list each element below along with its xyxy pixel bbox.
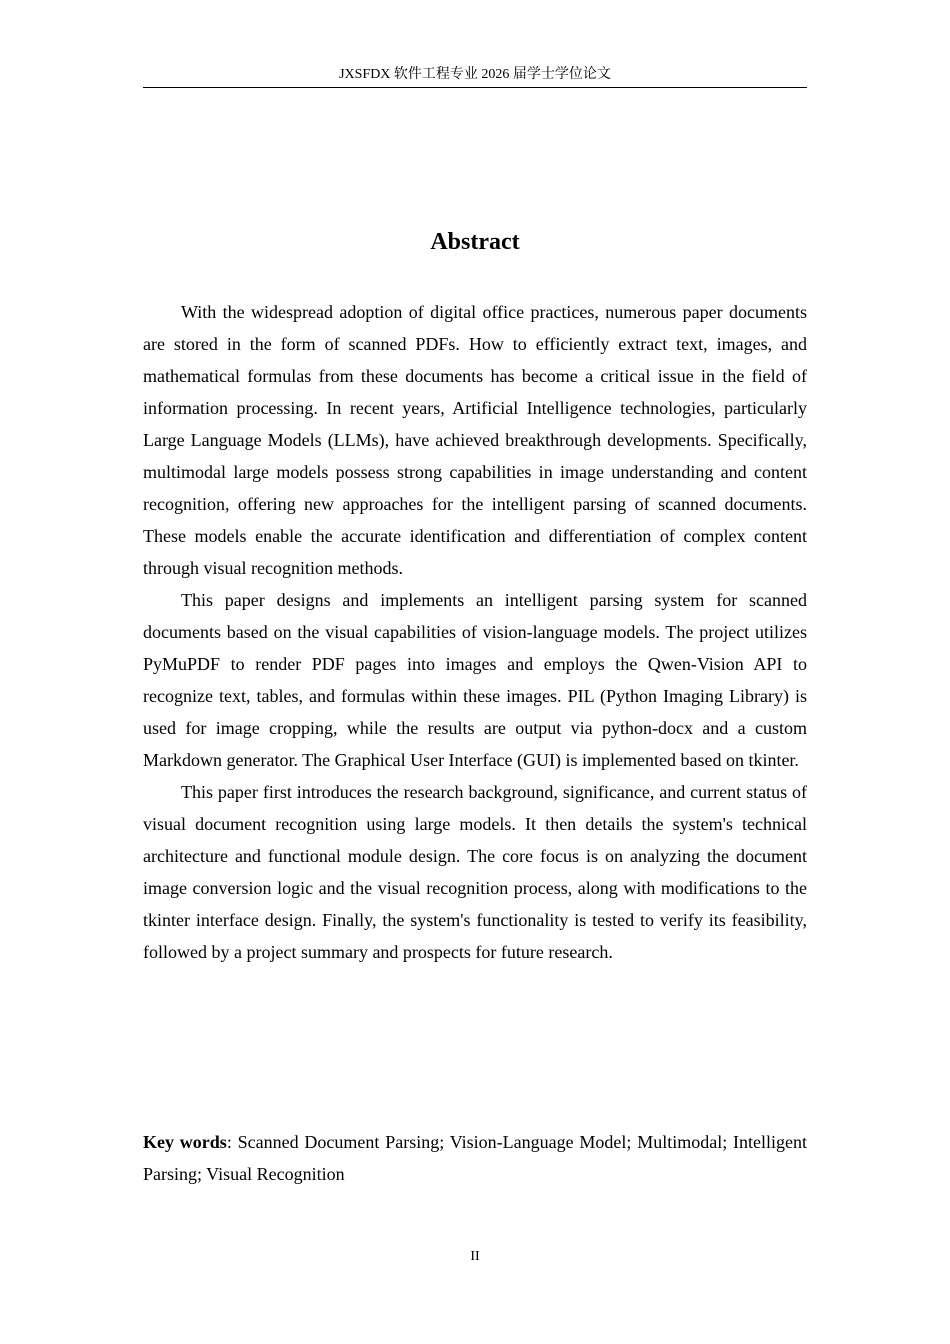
abstract-paragraph-2: This paper designs and implements an intelligent parsing system for scanned documents based on the visual capabilities of vision-language models. The project utilizes PyMuPDF to render PDF pages into images and employs the Qwen-Vision API to recognize text, tables, and formulas within these images. PIL (Python Imaging Library) is used for image cropping, while the results are output via python-docx and a custom Markdown generator. The Graphical User Interface (GUI) is implemented based on tkinter. [143,590,807,770]
abstract-paragraph-3: This paper first introduces the research background, significance, and current status of visual document recognition using large models. It then details the system's technical architecture and functional module design. The core focus is on analyzing the document image conversion logic and the visual recognition process, along with modifications to the tkinter interface design. Finally, the system's functionality is tested to verify its feasibility, followed by a project summary and prospects for future research. [143,782,807,962]
header-divider [143,87,807,88]
running-header: JXSFDX 软件工程专业 2026 届学士学位论文 [339,67,611,82]
keywords-text: Scanned Document Parsing; Vision-Language Model; Multimodal; Intelligent Parsing; Visual Recognition [143,1132,807,1184]
keywords-line [143,1126,807,1190]
keywords-separator: : [226,1132,238,1152]
keywords-label: Key words [143,1132,227,1152]
abstract-paragraph-1: With the widespread adoption of digital office practices, numerous paper documents are stored in the form of scanned PDFs. How to efficiently extract text, images, and mathematical formulas from these documents has become a critical issue in the field of information processing. In recent years, Artificial Intelligence technologies, particularly Large Language Models (LLMs), have achieved breakthrough developments. Specifically, multimodal large models possess strong capabilities in image understanding and content recognition, offering new approaches for the intelligent parsing of scanned documents. These models enable the accurate identification and differentiation of complex content through visual recognition methods. [143,302,807,578]
abstract-title: Abstract [430,229,520,255]
abstract-body [143,296,807,968]
page-number: II [470,1249,480,1264]
